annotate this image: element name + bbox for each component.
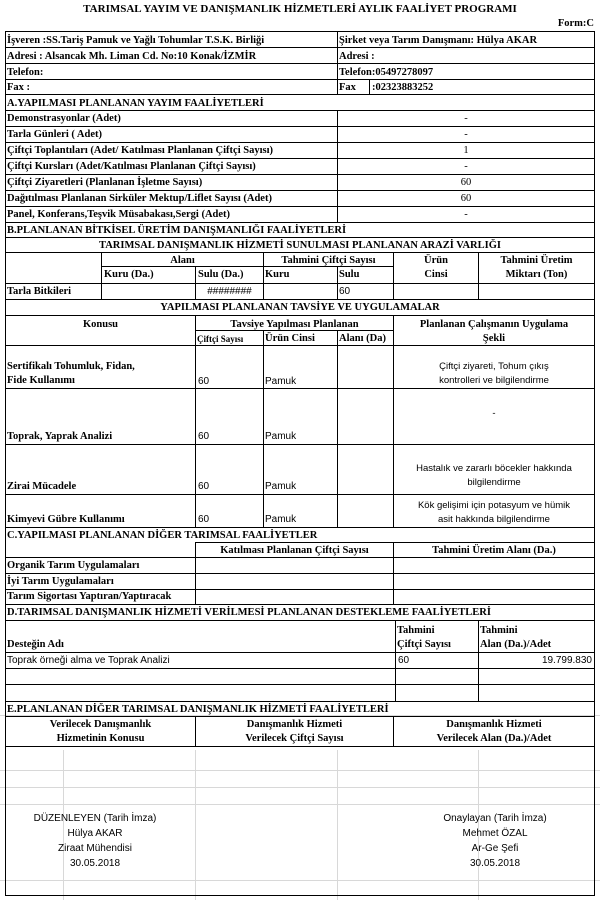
section-e-col-topic: Verilecek Danışmanlık	[49, 719, 152, 730]
phone-right-field: Telefon:05497278097	[339, 67, 434, 78]
crop-row-label: Tarla Bitkileri	[7, 286, 72, 297]
section-a-title: A.YAPILMASI PLANLANAN YAYIM FAALİYETLERİ	[7, 98, 264, 109]
section-d-col-area: Alan (Da.)/Adet	[480, 639, 552, 650]
section-a-row-value: 1	[463, 145, 469, 156]
section-c-col-area: Tahmini Üretim Alanı (Da.)	[432, 545, 556, 556]
sub-dry-area: Kuru (Da.)	[104, 269, 154, 280]
advice-farmers: 60	[198, 431, 210, 442]
advice-farmers: 60	[198, 481, 210, 492]
advice-topic: Zirai Mücadele	[7, 481, 77, 492]
advice-topic: Sertifikalı Tohumluk, Fidan,	[7, 361, 135, 372]
support-name: Toprak örneği alma ve Toprak Analizi	[7, 655, 170, 666]
section-e-col-area: Verilecek Alan (Da.)/Adet	[436, 733, 552, 744]
sub-dry-farmers: Kuru	[265, 269, 290, 280]
section-d-col-support: Desteğin Adı	[7, 639, 64, 650]
section-e-col-farmers: Danışmanlık Hizmeti	[246, 719, 343, 730]
col-method-header: Şekli	[482, 333, 506, 344]
signature-left-caption: DÜZENLEYEN (Tarih İmza)	[33, 813, 157, 824]
support-farmers: 60	[398, 655, 410, 666]
section-a-row-label: Tarla Günleri ( Adet)	[7, 129, 102, 140]
signature-right-date: 30.05.2018	[469, 858, 521, 869]
address-left-field: Adresi : Alsancak Mh. Liman Cd. No:10 Konak/İZMİR	[7, 51, 257, 62]
advice-method: -	[492, 408, 496, 419]
section-a-row-label: Çiftçi Kursları (Adet/Katılması Planlanan Çiftçi Sayısı)	[7, 161, 256, 172]
signature-right-caption: Onaylayan (Tarih İmza)	[443, 813, 547, 824]
col-method-header: Planlanan Çalışmanın Uygulama	[419, 319, 569, 330]
col-farmers-header: Tahmini Çiftçi Sayısı	[281, 255, 376, 266]
form-code: Form:C	[557, 18, 594, 29]
section-e-col-topic: Hizmetinin Konusu	[56, 733, 145, 744]
sub-irrigated-area: Sulu (Da.)	[198, 269, 244, 280]
advice-method: Çiftçi ziyareti, Tohum çıkış	[439, 361, 549, 372]
advice-method: bilgilendirme	[467, 477, 521, 488]
advice-product: Pamuk	[265, 514, 297, 525]
col-yield-header: Tahmini Üretim	[500, 255, 573, 266]
fax-right-value: :02323883252	[372, 82, 434, 93]
section-c-title: C.YAPILMASI PLANLANAN DİĞER TARIMSAL FAALİYETLER	[7, 530, 318, 541]
advice-method: asit hakkında bilgilendirme	[438, 514, 550, 525]
section-c-row: Organik Tarım Uygulamaları	[7, 560, 140, 571]
employer-field: İşveren :SS.Tariş Pamuk ve Yağlı Tohumlar T.S.K. Birliği	[7, 35, 265, 46]
section-e-col-area: Danışmanlık Hizmeti	[446, 719, 542, 730]
section-a-row-label: Çiftçi Toplantıları (Adet/ Katılması Planlanan Çiftçi Sayısı)	[7, 145, 274, 156]
section-e-title: E.PLANLANAN DİĞER TARIMSAL DANIŞMANLIK HİZMETİ FAALİYETLERİ	[7, 704, 389, 715]
section-a-row-value: -	[464, 113, 468, 124]
advice-product: Pamuk	[265, 376, 297, 387]
section-a-row-label: Çiftçi Ziyaretleri (Planlanan İşletme Sayısı)	[7, 177, 203, 188]
section-d-col-area: Tahmini	[480, 625, 518, 636]
signature-left-role: Ziraat Mühendisi	[58, 843, 132, 854]
section-b-title: B.PLANLANAN BİTKİSEL ÜRETİM DANIŞMANLIĞI FAALİYETLERİ	[7, 225, 347, 236]
signature-left-date: 30.05.2018	[69, 858, 121, 869]
sub-product: Ürün Cinsi	[265, 333, 315, 344]
section-c-row: İyi Tarım Uygulamaları	[7, 576, 114, 587]
section-d-title: D.TARIMSAL DANIŞMANLIK HİZMETİ VERİLMESİ PLANLANAN DESTEKLEME FAALİYETLERİ	[7, 607, 491, 618]
section-a-row-label: Demonstrasyonlar (Adet)	[7, 113, 121, 124]
advice-method: kontrolleri ve bilgilendirme	[439, 375, 549, 386]
section-e-col-farmers: Verilecek Çiftçi Sayısı	[245, 733, 344, 744]
col-topic-header: Konusu	[82, 319, 119, 330]
address-right-field: Adresi :	[339, 51, 375, 62]
consultant-field: Şirket veya Tarım Danışmanı: Hülya AKAR	[339, 35, 538, 46]
col-product-header: Ürün	[424, 255, 448, 266]
col-area-header: Alanı	[170, 255, 195, 266]
sub-farmer-count: Çiftçi Sayısı	[197, 334, 244, 344]
advice-farmers: 60	[198, 514, 210, 525]
advice-topic: Toprak, Yaprak Analizi	[7, 431, 113, 442]
advice-product: Pamuk	[265, 481, 297, 492]
land-table-title: TARIMSAL DANIŞMANLIK HİZMETİ SUNULMASI PLANLANAN ARAZİ VARLIĞI	[99, 240, 501, 251]
section-a-row-value: -	[464, 129, 468, 140]
crop-irrigated-farmers: 60	[339, 286, 351, 297]
advice-topic: Fide Kullanımı	[7, 375, 75, 386]
crop-irrigated-area: ########	[207, 286, 252, 297]
section-c-col-farmers: Katılması Planlanan Çiftçi Sayısı	[220, 545, 369, 556]
section-a-row-value: 60	[460, 177, 472, 188]
section-a-row-value: 60	[460, 193, 472, 204]
form-title: TARIMSAL YAYIM VE DANIŞMANLIK HİZMETLERİ AYLIK FAALİYET PROGRAMI	[83, 3, 517, 15]
signature-right-name: Mehmet ÖZAL	[462, 828, 528, 839]
signature-right-role: Ar-Ge Şefi	[471, 843, 519, 854]
advice-method: Kök gelişimi için potasyum ve hümik	[417, 500, 571, 511]
advice-product: Pamuk	[265, 431, 297, 442]
section-d-col-farmers: Çiftçi Sayısı	[397, 639, 451, 650]
fax-left-field: Fax :	[7, 82, 31, 93]
section-a-row-value: -	[464, 161, 468, 172]
sub-irrigated-farmers: Sulu	[339, 269, 360, 280]
section-a-row-label: Panel, Konferans,Teşvik Müsabakası,Sergi (Adet)	[7, 209, 231, 220]
sub-area: Alanı (Da)	[339, 333, 386, 344]
signature-left-name: Hülya AKAR	[67, 828, 123, 839]
section-d-col-farmers: Tahmini	[397, 625, 435, 636]
phone-left-field: Telefon:	[7, 67, 44, 78]
advice-farmers: 60	[198, 376, 210, 387]
advice-method: Hastalık ve zararlı böcekler hakkında	[416, 463, 572, 474]
col-product-header: Cinsi	[424, 269, 448, 280]
fax-right-label: Fax	[339, 82, 356, 93]
advice-table-title: YAPILMASI PLANLANAN TAVSİYE VE UYGULAMALAR	[160, 302, 440, 313]
section-c-row: Tarım Sigortası Yaptıran/Yaptıracak	[7, 591, 172, 602]
section-a-row-label: Dağıtılması Planlanan Sirküler Mektup/Liflet Sayısı (Adet)	[7, 193, 272, 204]
col-advice-header: Tavsiye Yapılması Planlanan	[230, 319, 359, 330]
col-yield-header: Miktarı (Ton)	[505, 269, 568, 280]
section-a-row-value: -	[464, 209, 468, 220]
advice-topic: Kimyevi Gübre Kullanımı	[7, 514, 125, 525]
support-area: 19.799.830	[541, 655, 592, 666]
